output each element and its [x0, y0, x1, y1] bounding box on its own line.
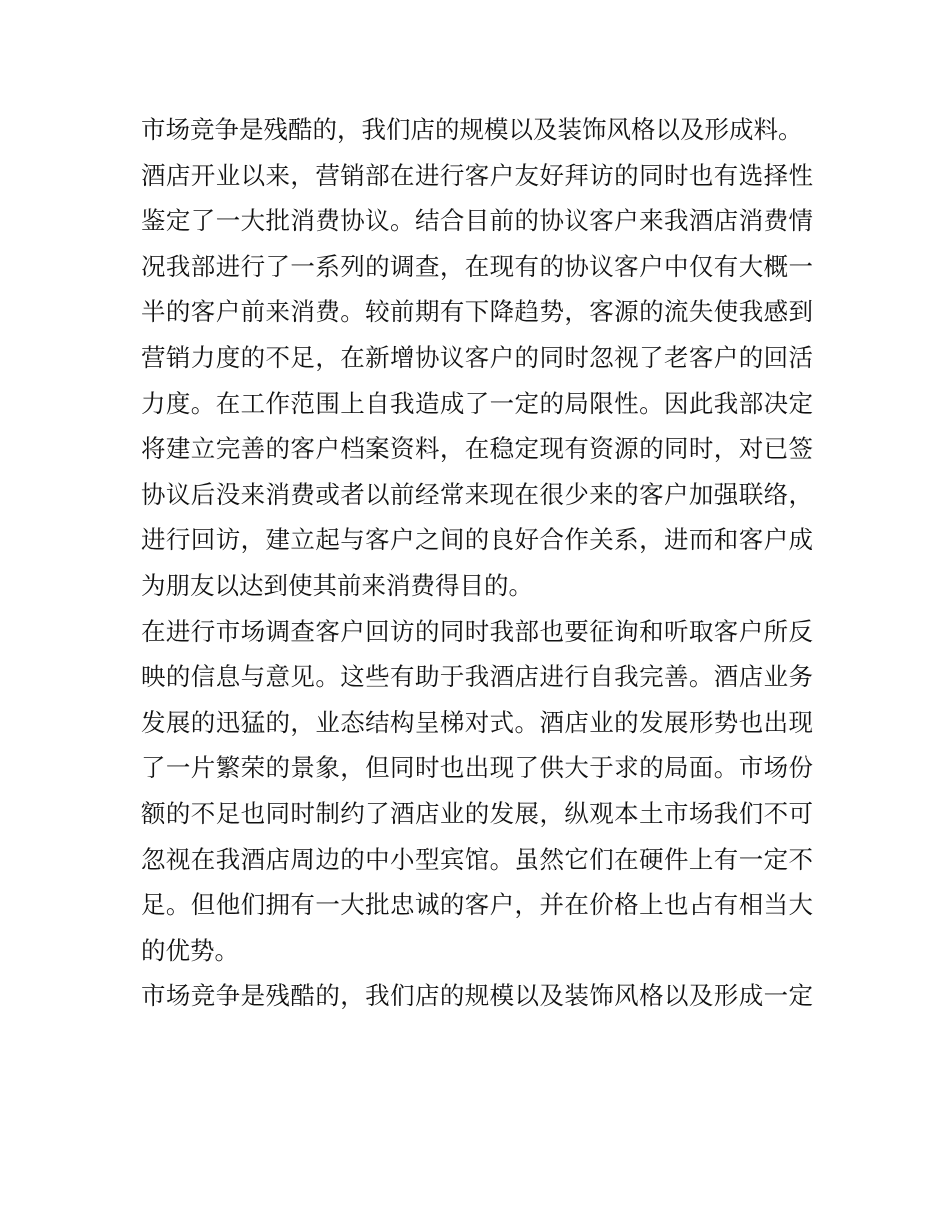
text-line: 市场竞争是残酷的，我们店的规模以及装饰风格以及形成一定 — [141, 981, 813, 1011]
text-line: 发展的迅猛的，业态结构呈梯对式。酒店业的发展形势也出现 — [141, 707, 813, 737]
text-line: 映的信息与意见。这些有助于我酒店进行自我完善。酒店业务 — [141, 662, 813, 692]
text-line: 酒店开业以来，营销部在进行客户友好拜访的同时也有选择性 — [141, 160, 813, 190]
text-line: 忽视在我酒店周边的中小型宾馆。虽然它们在硬件上有一定不 — [141, 844, 813, 874]
text-line: 进行回访，建立起与客户之间的良好合作关系，进而和客户成 — [141, 525, 813, 555]
text-line: 为朋友以达到使其前来消费得目的。 — [141, 570, 533, 600]
text-line: 了一片繁荣的景象，但同时也出现了供大于求的局面。市场份 — [141, 753, 813, 783]
text-line: 市场竞争是残酷的，我们店的规模以及装饰风格以及形成料。 — [141, 115, 803, 144]
text-line: 的优势。 — [141, 935, 239, 965]
text-line: 营销力度的不足，在新增协议客户的同时忽视了老客户的回活 — [141, 342, 813, 372]
text-line: 半的客户前来消费。较前期有下降趋势，客源的流失使我感到 — [141, 297, 813, 327]
document-body — [141, 107, 813, 1019]
text-line: 鉴定了一大批消费协议。结合目前的协议客户来我酒店消费情 — [141, 206, 813, 236]
text-line: 将建立完善的客户档案资料，在稳定现有资源的同时，对已签 — [141, 434, 813, 464]
text-line: 况我部进行了一系列的调查，在现有的协议客户中仅有大概一 — [141, 251, 813, 281]
text-line: 足。但他们拥有一大批忠诚的客户，并在价格上也占有相当大 — [141, 890, 813, 920]
text-line: 在进行市场调查客户回访的同时我部也要征询和听取客户所反 — [141, 616, 813, 646]
text-line: 协议后没来消费或者以前经常来现在很少来的客户加强联络， — [141, 479, 813, 509]
text-line: 力度。在工作范围上自我造成了一定的局限性。因此我部决定 — [141, 388, 813, 418]
text-line: 额的不足也同时制约了酒店业的发展，纵观本土市场我们不可 — [141, 798, 813, 828]
